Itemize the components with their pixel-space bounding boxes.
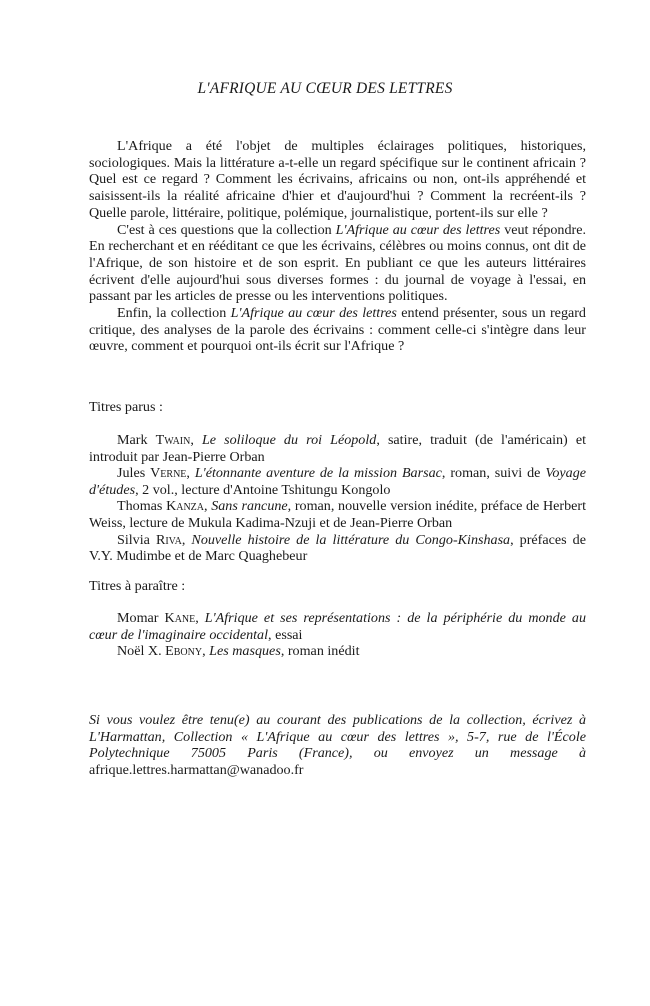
contact-email: afrique.lettres.harmattan@wanadoo.fr	[89, 762, 304, 779]
intro-p2-text-b: veut répondre. En recherchant et en rééditant ce que les écrivains, célèbres ou moins connus, ont dit de l'Afrique, de son histoire et de son esprit. En publiant ce que les auteurs littéraires écrivent d'elle aujourd'hui sous diverses formes : du journal de voyage à l'essai, en passant par les articles de presse ou les interventions politiques.	[89, 221, 586, 305]
book-title: L'Afrique et ses représentations : de la périphérie du monde au cœur de l'imaginaire occidental	[89, 610, 587, 643]
book-details: , roman inédit	[280, 643, 360, 660]
author-last: Ebony	[165, 643, 203, 660]
intro-paragraph-2	[89, 222, 586, 306]
book-entry	[89, 465, 586, 498]
collection-name: L'Afrique au cœur des lettres	[335, 221, 501, 238]
book-details: , roman, suivi de	[441, 465, 546, 482]
section-heading-titres-parus: Titres parus :	[89, 399, 163, 415]
author-last: Kane	[164, 610, 196, 626]
book-title: L'étonnante aventure de la mission Barsac	[194, 465, 442, 482]
book-title: Nouvelle histoire de la littérature du Congo-Kinshasa	[191, 531, 511, 548]
collection-name: L'Afrique au cœur des lettres	[230, 305, 397, 322]
intro-p2-text-a: C'est à ces questions que la collection	[117, 221, 336, 238]
book-list-a-paraitre	[89, 610, 586, 660]
book-list-parus	[89, 432, 586, 565]
book-entry	[89, 643, 586, 660]
author-last: Twain	[155, 432, 191, 448]
book-details: , roman, nouvelle version inédite, préface de Herbert Weiss, lecture de Mukula Kadima-Nzuji et de Jean-Pierre Orban	[89, 498, 586, 531]
book-entry	[89, 610, 586, 643]
book-entry	[89, 432, 586, 465]
intro-paragraph-1	[89, 138, 586, 222]
author-first: Jules	[117, 465, 151, 482]
page-title: L'AFRIQUE AU CŒUR DES LETTRES	[197, 80, 453, 97]
intro-p3-text-b: entend présenter, sous un regard critique, des analyses de la parole des écrivains : comment celle-ci s'intègre dans leur œuvre, comment et pourquoi ont-ils écrit sur l'Afrique ?	[89, 305, 586, 355]
separator: ,	[204, 498, 212, 515]
book-entry	[89, 498, 586, 531]
author-last: Riva	[155, 531, 182, 548]
author-first: Silvia	[117, 531, 156, 548]
author-first: Thomas	[117, 498, 167, 515]
book-details: , satire, traduit (de l'américain) et introduit par Jean-Pierre Orban	[89, 432, 587, 465]
book-title: Sans rancune	[211, 498, 288, 515]
separator: ,	[186, 465, 195, 482]
book-entry	[89, 532, 586, 565]
intro-p3-text-a: Enfin, la collection	[117, 305, 231, 322]
footer-text: Si vous voulez être tenu(e) au courant des publications de la collection, écrivez à L'Harmattan, Collection « L'Afrique au cœur des lettres », 5-7, rue de l'École Polytechnique 75005 Paris (France), ou envoyez un message à	[89, 712, 586, 762]
separator: ,	[190, 432, 202, 448]
author-first: Noël X.	[117, 643, 166, 660]
intro-paragraph-3	[89, 305, 586, 355]
author-last: Verne	[150, 465, 187, 482]
section-heading-titres-a-paraitre: Titres à paraître :	[89, 578, 186, 594]
book-title: Les masques	[209, 643, 281, 660]
book-details: , préfaces de V.Y. Mudimbe et de Marc Quaghebeur	[89, 531, 586, 565]
book-details: , essai	[268, 626, 303, 643]
separator: ,	[195, 610, 205, 626]
intro-text	[89, 138, 586, 355]
book-title: Le soliloque du roi Léopold	[201, 432, 377, 448]
author-last: Kanza	[166, 498, 205, 515]
book-details-secondary: , 2 vol., lecture d'Antoine Tshitungu Kongolo	[135, 481, 391, 498]
book-title-secondary: Voyage d'études	[89, 465, 587, 498]
author-first: Momar	[117, 610, 165, 626]
intro-p1-text: L'Afrique a été l'objet de multiples éclairages politiques, historiques, sociologiques. Mais la littérature a-t-elle un regard spécifique sur le continent africain ? Quel est ce regard ? Comment les écrivains, africains ou non, ont-ils appréhendé et saisissent-ils la réalité africaine d'hier et d'aujourd'hui ? Comment la recréent-ils ? Quelle parole, littéraire, politique, polémique, journalistique, portent-ils sur elle ?	[89, 138, 586, 221]
author-first: Mark	[117, 432, 156, 448]
footer-contact	[89, 712, 586, 779]
separator: ,	[202, 643, 210, 660]
separator: ,	[181, 531, 192, 548]
